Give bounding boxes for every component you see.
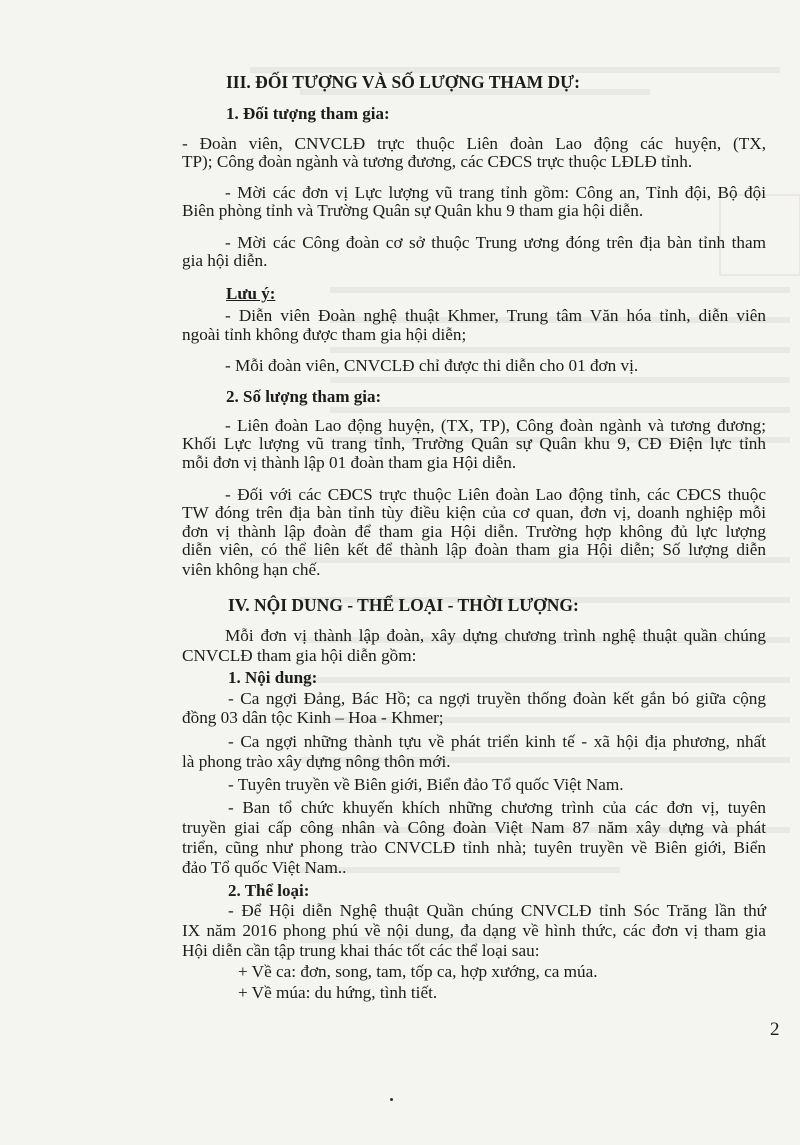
note-title: Lưu ý: <box>226 284 276 303</box>
scan-speck <box>390 1098 393 1101</box>
section4-title: IV. NỘI DUNG - THỂ LOẠI - THỜI LƯỢNG: <box>228 595 579 615</box>
paragraph-line: IX năm 2016 phong phú về nội dung, đa dạng về hình thức, các đơn vị tham gia <box>182 921 766 940</box>
paragraph-line: truyền giai cấp công nhân và Công đoàn Việt Nam 87 năm xây dựng và phát <box>182 818 766 837</box>
section3-sub1-title: 1. Đối tượng tham gia: <box>226 104 390 123</box>
paragraph-line: là phong trào xây dựng nông thôn mới. <box>182 752 451 771</box>
bullet-line: + Về múa: du hứng, tình tiết. <box>238 983 438 1002</box>
paragraph-line: - Mỗi đoàn viên, CNVCLĐ chỉ được thi diễn cho 01 đơn vị. <box>225 356 639 375</box>
paragraph-line: đồng 03 dân tộc Kinh – Hoa - Khmer; <box>182 708 444 727</box>
paragraph-line: diễn viên, có thể liên kết để thành lập đoàn tham gia Hội diễn; Số lượng diễn <box>182 540 766 559</box>
section3-sub2-title: 2. Số lượng tham gia: <box>226 387 382 406</box>
paragraph-line: TW đóng trên địa bàn tỉnh tùy điều kiện của cơ quan, đơn vị, doanh nghiệp mỗi <box>182 503 766 522</box>
paragraph-line: mỗi đơn vị thành lập 01 đoàn tham gia Hội diễn. <box>182 453 517 472</box>
section4-sub1-title: 1. Nội dung: <box>228 668 318 687</box>
paragraph-line: - Đối với các CĐCS trực thuộc Liên đoàn Lao động tỉnh, các CĐCS thuộc <box>225 485 766 504</box>
paragraph-line: Khối Lực lượng vũ trang tỉnh, Trường Quân sự Quân khu 9, CĐ Điện lực tỉnh <box>182 434 766 453</box>
paragraph-line: - Tuyên truyền về Biên giới, Biển đảo Tổ quốc Việt Nam. <box>228 775 624 794</box>
paragraph-line: CNVCLĐ tham gia hội diễn gồm: <box>182 646 417 665</box>
paragraph-line: - Đoàn viên, CNVCLĐ trực thuộc Liên đoàn Lao động các huyện, (TX, <box>182 134 766 153</box>
paragraph-line: ngoài tỉnh không được tham gia hội diễn; <box>182 325 467 344</box>
section4-sub2-title: 2. Thể loại: <box>228 881 310 900</box>
paragraph-line: - Liên đoàn Lao động huyện, (TX, TP), Công đoàn ngành và tương đương; <box>225 416 766 435</box>
paragraph-line: viên không hạn chế. <box>182 560 321 579</box>
paragraph-line: - Diễn viên Đoàn nghệ thuật Khmer, Trung tâm Văn hóa tỉnh, diễn viên <box>225 306 766 325</box>
paragraph-line: - Mời các đơn vị Lực lượng vũ trang tỉnh gồm: Công an, Tỉnh đội, Bộ đội <box>225 183 766 202</box>
section3-title: III. ĐỐI TƯỢNG VÀ SỐ LƯỢNG THAM DỰ: <box>226 72 580 92</box>
paragraph-line: - Ban tổ chức khuyến khích những chương trình của các đơn vị, tuyên <box>228 798 766 817</box>
paragraph-line: đơn vị thành lập đoàn để tham gia Hội diễn. Trường hợp không đủ lực lượng <box>182 522 766 541</box>
paragraph-line: TP); Công đoàn ngành và tương đương, các CĐCS trực thuộc LĐLĐ tỉnh. <box>182 152 693 171</box>
paragraph-line: triển, cũng như phong trào CNVCLĐ tỉnh nhà; tuyên truyền về Biên giới, Biển <box>182 838 766 857</box>
paragraph-line: - Ca ngợi Đảng, Bác Hồ; ca ngợi truyền thống đoàn kết gắn bó giữa cộng <box>228 689 766 708</box>
page-number: 2 <box>770 1019 780 1040</box>
paragraph-line: Mỗi đơn vị thành lập đoàn, xây dựng chương trình nghệ thuật quần chúng <box>225 626 766 645</box>
paragraph-line: gia hội diễn. <box>182 251 268 270</box>
paragraph-line: Biên phòng tỉnh và Trường Quân sự Quân khu 9 tham gia hội diễn. <box>182 201 644 220</box>
paragraph-line: - Mời các Công đoàn cơ sở thuộc Trung ương đóng trên địa bàn tỉnh tham <box>225 233 766 252</box>
paragraph-line: đảo Tổ quốc Việt Nam.. <box>182 858 347 877</box>
paragraph-line: - Để Hội diễn Nghệ thuật Quần chúng CNVCLĐ tỉnh Sóc Trăng lần thứ <box>228 901 766 920</box>
bullet-line: + Về ca: đơn, song, tam, tốp ca, hợp xướng, ca múa. <box>238 962 598 981</box>
paragraph-line: - Ca ngợi những thành tựu về phát triển kinh tế - xã hội địa phương, nhất <box>228 732 766 751</box>
paragraph-line: Hội diễn cần tập trung khai thác tốt các thể loại sau: <box>182 941 540 960</box>
